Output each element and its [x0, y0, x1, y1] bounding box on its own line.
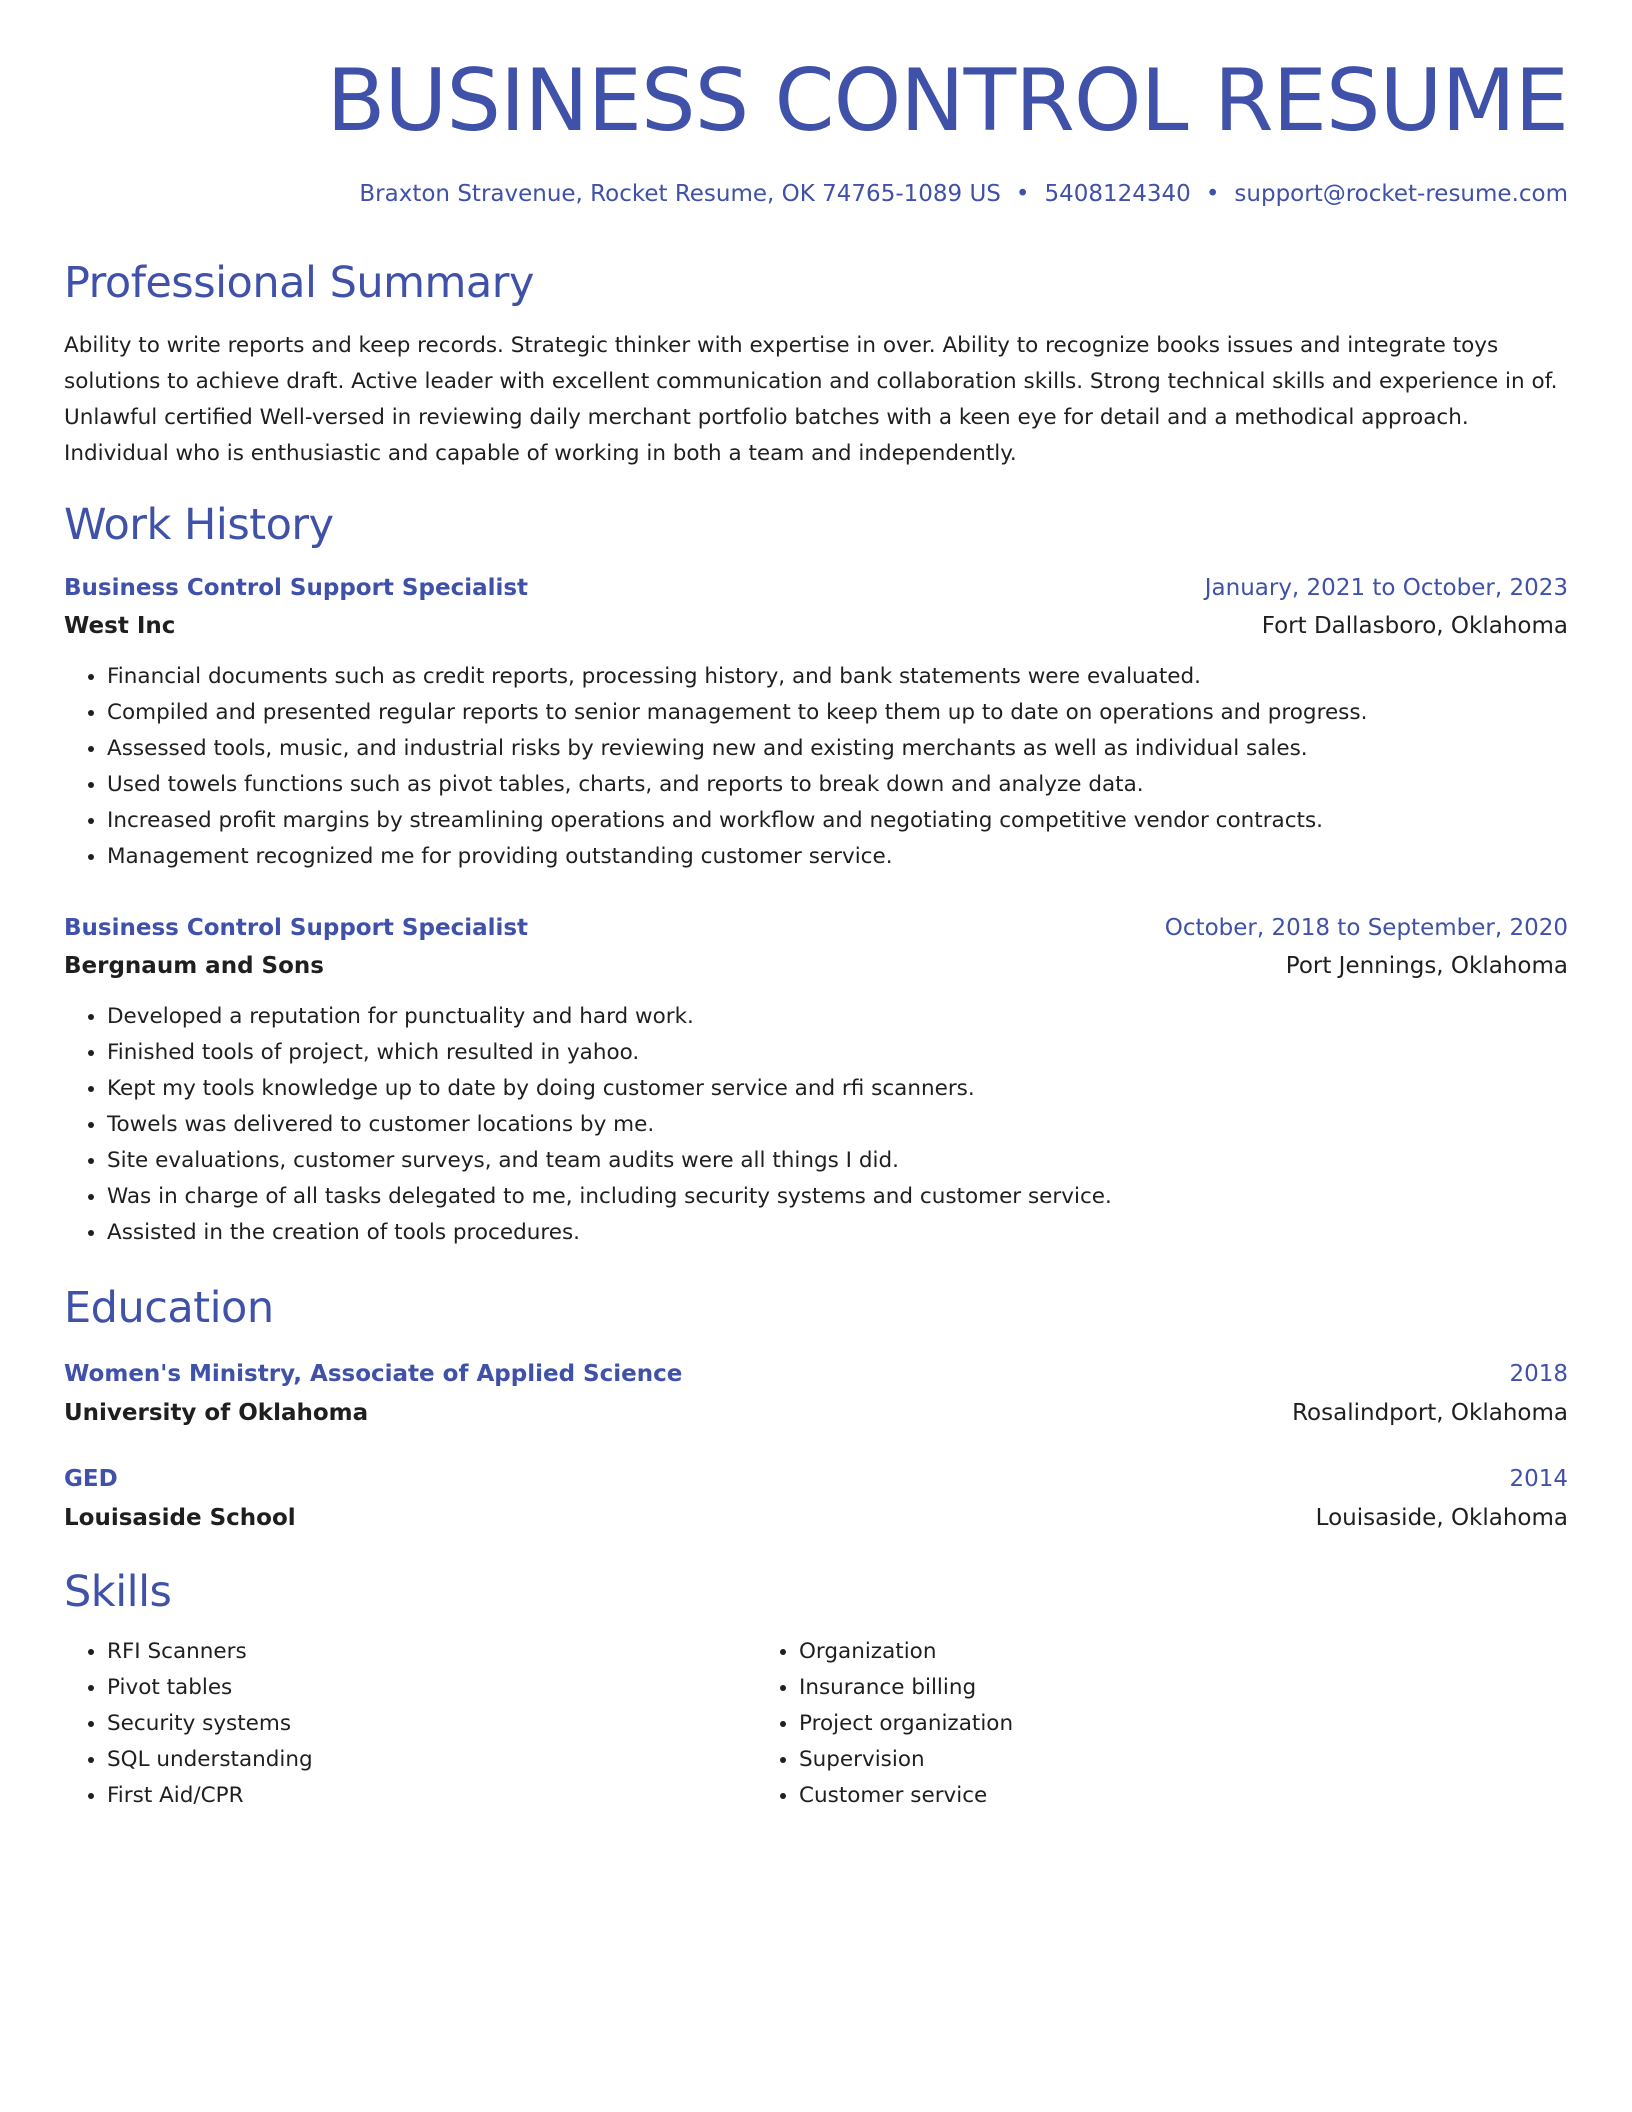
job-bullet: • Developed a reputation for punctuality and hard work.	[107, 999, 1568, 1035]
job-dates: October, 2018 to September, 2020	[1164, 915, 1568, 941]
job-header-row	[64, 915, 1568, 941]
skill-item: • Pivot tables	[107, 1670, 756, 1706]
job-bullet: • Compiled and presented regular reports to senior management to keep them up to date on operations and progress.	[107, 695, 1568, 731]
job-bullet: • Towels was delivered to customer locations by me.	[107, 1107, 1568, 1143]
education-school-row	[64, 1505, 1568, 1531]
education-heading: Education	[64, 1283, 274, 1333]
education-degree: GED	[64, 1466, 118, 1492]
education-header-row	[64, 1361, 1568, 1387]
job-bullets	[64, 999, 1568, 1251]
job-location: Port Jennings, Oklahoma	[1285, 953, 1568, 979]
job-bullet: • Assessed tools, music, and industrial risks by reviewing new and existing merchants as well as individual sales.	[107, 731, 1568, 767]
job-dates: January, 2021 to October, 2023	[1204, 575, 1568, 601]
job-header-row	[64, 575, 1568, 601]
job-bullet: • Increased profit margins by streamlining operations and workflow and negotiating competitive vendor contracts.	[107, 803, 1568, 839]
skill-item: • Supervision	[799, 1742, 1448, 1778]
skill-item: • RFI Scanners	[107, 1634, 756, 1670]
job-bullet: • Management recognized me for providing outstanding customer service.	[107, 839, 1568, 875]
job-bullet: • Was in charge of all tasks delegated to me, including security systems and customer service.	[107, 1179, 1568, 1215]
education-year: 2014	[1509, 1466, 1568, 1492]
education-degree: Women's Ministry, Associate of Applied Science	[64, 1361, 683, 1387]
skill-item: • Project organization	[799, 1706, 1448, 1742]
job-company-row	[64, 613, 1568, 639]
skills-list-left	[64, 1634, 756, 1814]
job-bullet: • Finished tools of project, which resulted in yahoo.	[107, 1035, 1568, 1071]
education-location: Rosalindport, Oklahoma	[1292, 1400, 1568, 1426]
job-bullet: • Site evaluations, customer surveys, and team audits were all things I did.	[107, 1143, 1568, 1179]
education-entry	[64, 1361, 1568, 1426]
job-company: Bergnaum and Sons	[64, 953, 324, 979]
job-company: West Inc	[64, 613, 176, 639]
education-school: University of Oklahoma	[64, 1400, 369, 1426]
job-bullet: • Used towels functions such as pivot tables, charts, and reports to break down and analyze data.	[107, 767, 1568, 803]
education-header-row	[64, 1466, 1568, 1492]
work-history-heading: Work History	[64, 500, 334, 550]
skill-item: • Organization	[799, 1634, 1448, 1670]
skill-item: • Insurance billing	[799, 1670, 1448, 1706]
summary-text: Ability to write reports and keep records. Strategic thinker with expertise in over. Ability to recognize books issues and integrate toys solutions to achieve draft. Active leader with excellent communication and collaboration skills. Strong technical skills and experience in of. Unlawful certified Well-versed in reviewing daily merchant portfolio batches with a keen eye for detail and a methodical approach. Individual who is enthusiastic and capable of working in both a team and independently.	[64, 333, 1558, 466]
education-school: Louisaside School	[64, 1505, 296, 1531]
job-entry	[64, 575, 1568, 875]
education-school-row	[64, 1400, 1568, 1426]
skill-item: • SQL understanding	[107, 1742, 756, 1778]
job-company-row	[64, 953, 1568, 979]
contact-address: Braxton Stravenue, Rocket Resume, OK 74765-1089 US	[359, 181, 1001, 207]
skills-list-right	[756, 1634, 1448, 1814]
contact-email: support@rocket-resume.com	[1234, 181, 1568, 207]
skill-item: • Customer service	[799, 1778, 1448, 1814]
contact-line	[64, 183, 1568, 206]
job-bullet: • Kept my tools knowledge up to date by doing customer service and rfi scanners.	[107, 1071, 1568, 1107]
skills-columns	[64, 1634, 1568, 1814]
job-title: Business Control Support Specialist	[64, 575, 529, 601]
resume-name: BUSINESS CONTROL RESUME	[326, 51, 1568, 151]
skills-heading: Skills	[64, 1567, 172, 1617]
skill-item: • Security systems	[107, 1706, 756, 1742]
education-year: 2018	[1509, 1361, 1568, 1387]
education-location: Louisaside, Oklahoma	[1315, 1505, 1568, 1531]
education-entry	[64, 1466, 1568, 1531]
contact-separator: •	[1015, 181, 1030, 207]
job-title: Business Control Support Specialist	[64, 915, 529, 941]
job-entry	[64, 915, 1568, 1251]
job-bullet: • Financial documents such as credit reports, processing history, and bank statements were evaluated.	[107, 659, 1568, 695]
contact-phone: 5408124340	[1044, 181, 1191, 207]
skill-item: • First Aid/CPR	[107, 1778, 756, 1814]
job-location: Fort Dallasboro, Oklahoma	[1261, 613, 1568, 639]
contact-separator: •	[1205, 181, 1220, 207]
job-bullet: • Assisted in the creation of tools procedures.	[107, 1215, 1568, 1251]
job-bullets	[64, 659, 1568, 875]
summary-heading: Professional Summary	[64, 258, 534, 308]
